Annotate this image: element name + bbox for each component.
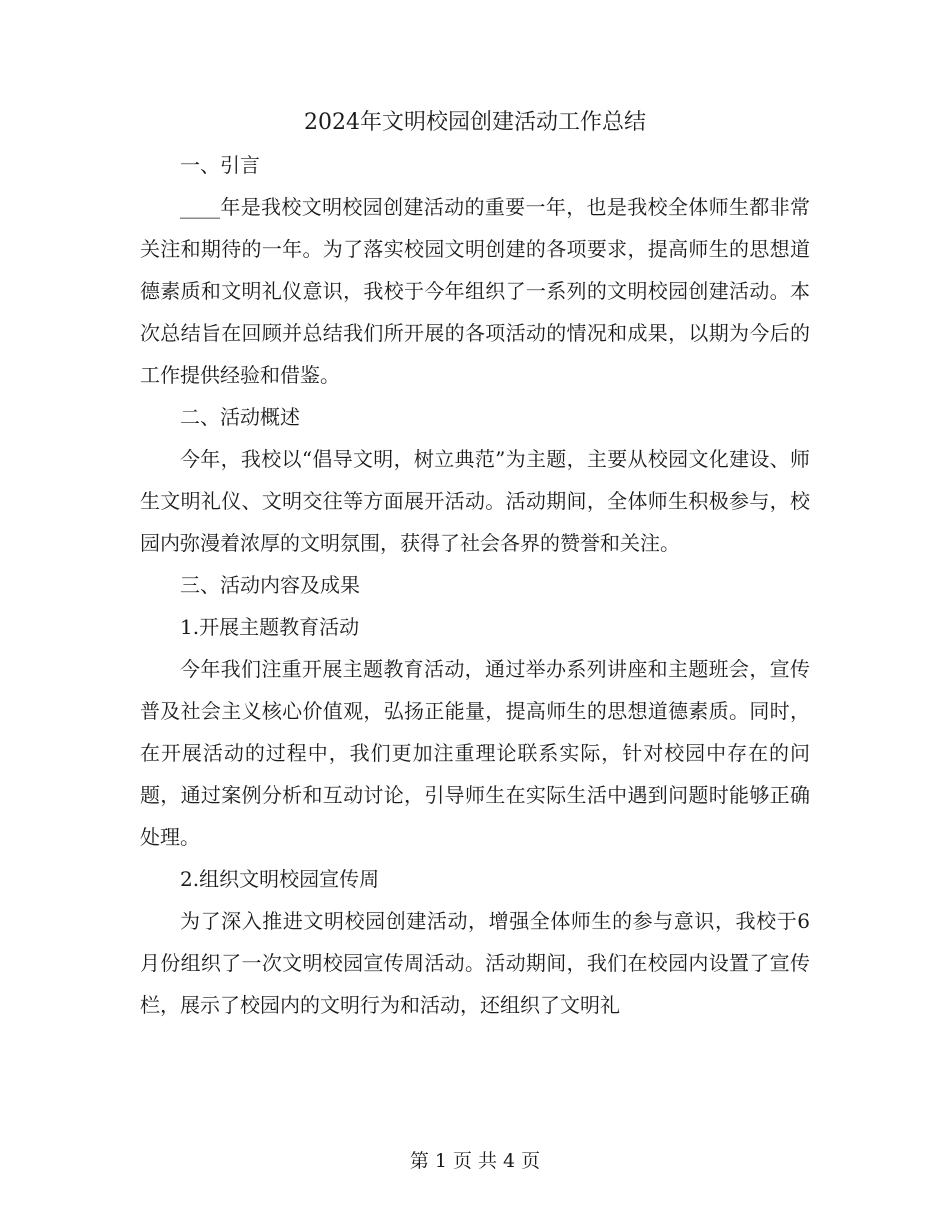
paragraph-intro: ____年是我校文明校园创建活动的重要一年，也是我校全体师生都非常关注和期待的一年。为了落实校园文明创建的各项要求，提高师生的思想道德素质和文明礼仪意识，我校于今年组织了一系列的文明校园创建活动。本次总结旨在回顾并总结我们所开展的各项活动的情况和成果，以期为今后的工作提供经验和借鉴。 [140, 195, 810, 387]
subsection-heading-2: 2.组织文明校园宣传周 [180, 867, 380, 891]
paragraph-subsection-2: 为了深入推进文明校园创建活动，增强全体师生的参与意识，我校于6月份组织了一次文明校园宣传周活动。活动期间，我们在校园内设置了宣传栏，展示了校园内的文明行为和活动，还组织了文明礼 [140, 909, 810, 1017]
section-heading-content: 三、活动内容及成果 [180, 573, 360, 597]
subsection-heading-1: 1.开展主题教育活动 [180, 615, 360, 639]
section-heading-intro: 一、引言 [180, 153, 260, 177]
paragraph-subsection-1: 今年我们注重开展主题教育活动，通过举办系列讲座和主题班会，宣传普及社会主义核心价值观，弘扬正能量，提高师生的思想道德素质。同时，在开展活动的过程中，我们更加注重理论联系实际，针对校园中存在的问题，通过案例分析和互动讨论，引导师生在实际生活中遇到问题时能够正确处理。 [140, 657, 810, 849]
document-body [140, 102, 810, 1026]
document-title: 2024年文明校园创建活动工作总结 [304, 110, 646, 135]
section-heading-overview: 二、活动概述 [180, 405, 300, 429]
paragraph-overview: 今年，我校以“倡导文明，树立典范”为主题，主要从校园文化建设、师生文明礼仪、文明交往等方面展开活动。活动期间，全体师生积极参与，校园内弥漫着浓厚的文明氛围，获得了社会各界的赞誉和关注。 [140, 447, 810, 555]
page-number-footer: 第 1 页 共 4 页 [409, 1150, 541, 1172]
